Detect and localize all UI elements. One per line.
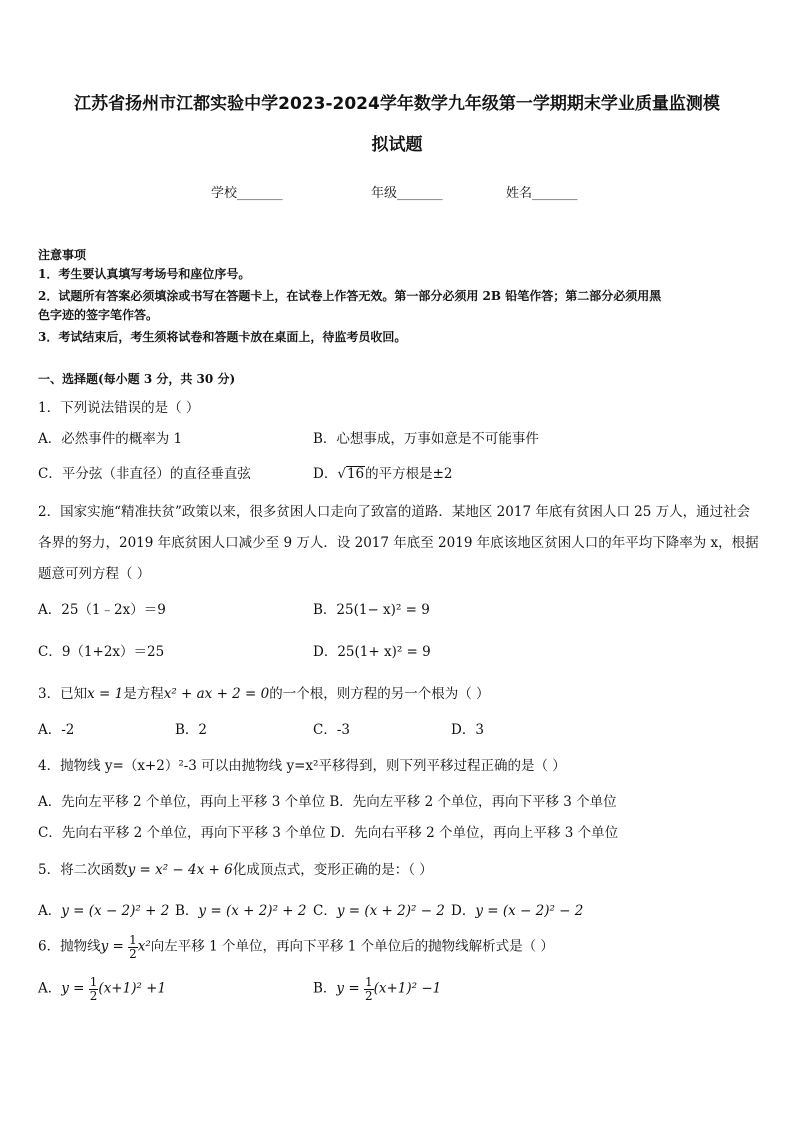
page-title: 江苏省扬州市江都实验中学2023-2024学年数学九年级第一学期期末学业质量监测模 bbox=[74, 94, 720, 114]
question-2-option-d bbox=[313, 640, 431, 660]
question-6-option-b bbox=[313, 976, 441, 1002]
stem-formula: x² bbox=[137, 938, 151, 955]
stem-formula: y = bbox=[100, 938, 124, 955]
question-5-option-c bbox=[313, 899, 445, 919]
stem-formula: x = 1 bbox=[87, 686, 124, 702]
fraction-numerator: 1 bbox=[364, 975, 373, 989]
question-2-option-c: C．9（1+2x）＝25 bbox=[38, 644, 165, 660]
question-4-stem: 4．抛物线 y=（x+2）²-3 可以由抛物线 y=x²平移得到，则下列平移过程正确的是（ ） bbox=[38, 758, 566, 774]
question-3-option-d: D．3 bbox=[451, 722, 484, 738]
radicand: 16 bbox=[346, 466, 365, 482]
question-1-option-b: B．心想事成，万事如意是不可能事件 bbox=[313, 431, 539, 447]
fraction-denominator: 2 bbox=[364, 988, 373, 1003]
fraction-numerator: 1 bbox=[89, 975, 98, 989]
stem-text: 的一个根，则方程的另一个根为（ ） bbox=[269, 686, 490, 702]
question-1-option-d: D．√16的平方根是±2 bbox=[313, 466, 453, 482]
option-label: B． bbox=[313, 980, 337, 997]
question-5-stem bbox=[38, 858, 433, 878]
option-formula: (x+1)² +1 bbox=[98, 980, 167, 997]
question-6-option-a bbox=[38, 976, 166, 1002]
section-heading: 一、选择题(每小题 3 分，共 30 分) bbox=[38, 372, 236, 386]
note-3: 3．考试结束后，考生须将试卷和答题卡放在桌面上，待监考员收回。 bbox=[38, 330, 407, 344]
stem-text: 6．抛物线 bbox=[38, 938, 101, 955]
page-title-continued: 拟试题 bbox=[371, 135, 423, 155]
option-text: 的平方根是±2 bbox=[365, 466, 453, 482]
stem-formula: x² + ax + 2 = 0 bbox=[163, 686, 270, 702]
option-label: C． bbox=[313, 903, 337, 919]
option-formula: 25(1+ x)² = 9 bbox=[337, 644, 431, 660]
school-field: 学校_______ bbox=[211, 186, 283, 201]
option-formula: y = (x − 2)² + 2 bbox=[61, 903, 170, 919]
option-formula: y = (x − 2)² − 2 bbox=[475, 903, 584, 919]
option-formula: y = bbox=[61, 980, 85, 997]
option-label: D． bbox=[313, 644, 338, 660]
grade-field: 年级_______ bbox=[371, 186, 443, 201]
fraction-denominator: 2 bbox=[129, 946, 137, 961]
stem-text: 5．将二次函数 bbox=[38, 862, 128, 878]
fraction bbox=[364, 976, 374, 1002]
fraction-denominator: 2 bbox=[89, 988, 98, 1003]
option-label: B． bbox=[175, 903, 199, 919]
question-5-option-a bbox=[38, 899, 169, 919]
fraction-numerator: 1 bbox=[129, 933, 137, 947]
stem-text: 是方程 bbox=[123, 686, 164, 702]
question-2-line-2: 各界的努力，2019 年底贫困人口减少至 9 万人．设 2017 年底至 2019 年底该地区贫困人口的年平均下降率为 x，根据 bbox=[38, 535, 759, 551]
fraction bbox=[128, 934, 138, 960]
option-label: D． bbox=[313, 466, 338, 482]
stem-text: 化成顶点式，变形正确的是：（ ） bbox=[232, 862, 433, 878]
question-5-option-b bbox=[175, 899, 306, 919]
question-1-option-a: A．必然事件的概率为 1 bbox=[38, 431, 183, 447]
name-field: 姓名_______ bbox=[506, 186, 578, 201]
note-1: 1．考生要认真填写考场号和座位序号。 bbox=[38, 267, 251, 281]
question-5-option-d bbox=[451, 899, 583, 919]
question-2-option-a: A．25（1﹣2x）＝9 bbox=[38, 602, 166, 618]
option-label: A． bbox=[38, 980, 62, 997]
option-formula: 25(1− x)² = 9 bbox=[336, 602, 430, 618]
question-2-option-b bbox=[313, 598, 430, 618]
stem-text: 3．已知 bbox=[38, 686, 88, 702]
note-2: 2．试题所有答案必须填涂或书写在答题卡上，在试卷上作答无效。第一部分必须用 2B 铅笔作答；第二部分必须用黑 bbox=[38, 289, 662, 303]
question-3-option-c: C．-3 bbox=[313, 722, 350, 738]
option-label: A． bbox=[38, 903, 62, 919]
note-2-continued: 色字迹的签字笔作答。 bbox=[38, 308, 159, 322]
stem-text: 向左平移 1 个单位，再向下平移 1 个单位后的抛物线解析式是（ ） bbox=[150, 938, 554, 955]
question-4-options-ab: A．先向左平移 2 个单位，再向上平移 3 个单位 B．先向左平移 2 个单位，再向下平移 3 个单位 bbox=[38, 794, 617, 810]
option-label: B． bbox=[313, 602, 337, 618]
fraction bbox=[89, 976, 99, 1002]
question-3-option-b: B．2 bbox=[175, 722, 208, 738]
question-2-line-3: 题意可列方程（ ） bbox=[38, 566, 151, 582]
stem-formula: y = x² − 4x + 6 bbox=[127, 862, 233, 878]
option-formula: y = (x + 2)² − 2 bbox=[336, 903, 445, 919]
question-2-line-1: 2．国家实施“精准扶贫”政策以来，很多贫困人口走向了致富的道路．某地区 2017 年底有贫困人口 25 万人，通过社会 bbox=[38, 504, 751, 520]
option-formula: y = (x + 2)² + 2 bbox=[198, 903, 307, 919]
question-3-stem bbox=[38, 682, 490, 702]
question-1-option-c: C．平分弦（非直径）的直径垂直弦 bbox=[38, 466, 251, 482]
question-3-option-a: A．-2 bbox=[38, 722, 75, 738]
option-formula: y = bbox=[336, 980, 360, 997]
notes-heading: 注意事项 bbox=[38, 248, 87, 262]
option-formula: (x+1)² −1 bbox=[373, 980, 442, 997]
question-6-stem bbox=[38, 934, 554, 960]
option-label: D． bbox=[451, 903, 476, 919]
question-1-stem: 1．下列说法错误的是（ ） bbox=[38, 400, 200, 416]
question-4-options-cd: C．先向右平移 2 个单位，再向下平移 3 个单位 D．先向右平移 2 个单位，再向上平移 3 个单位 bbox=[38, 825, 619, 841]
